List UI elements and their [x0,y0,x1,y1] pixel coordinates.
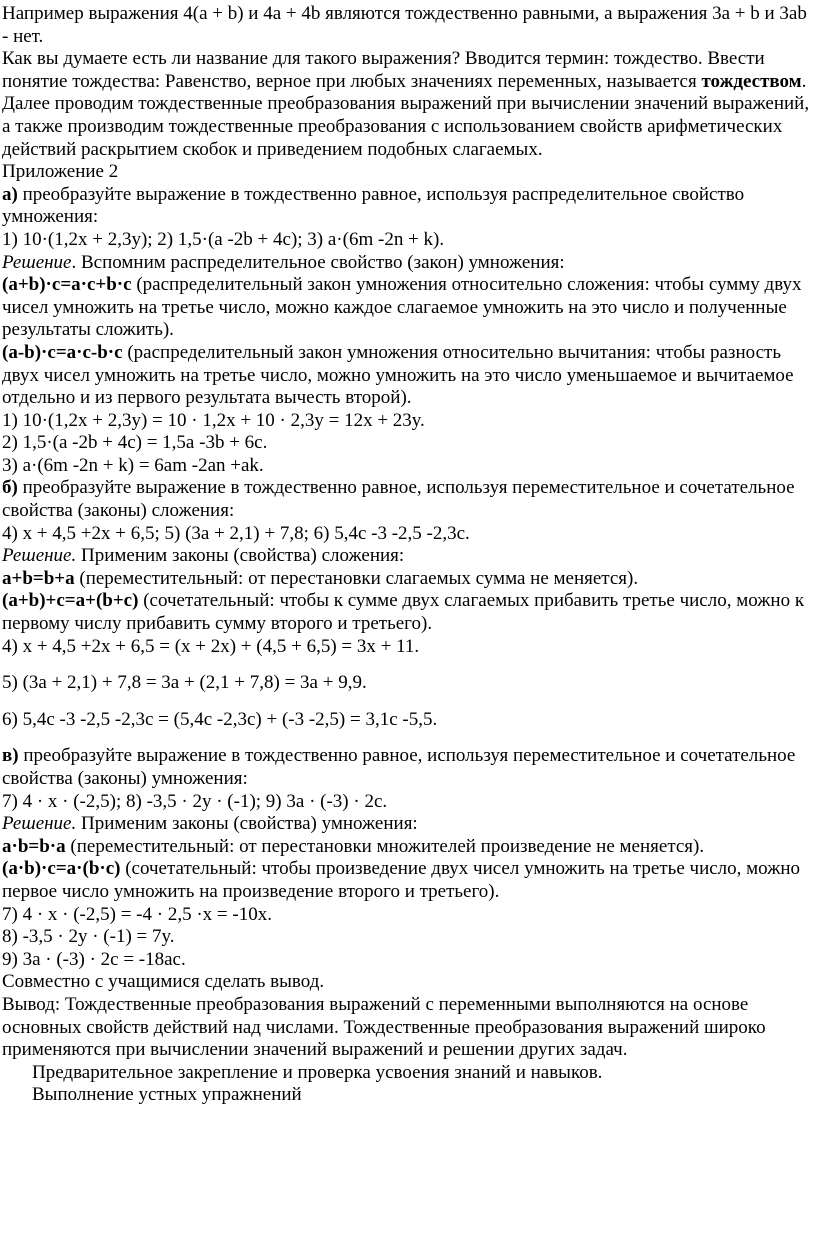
text-run: Далее проводим тождественные преобразования выражений при вычислении значений выражений, а также производим тождественные преобразования с использованием свойств арифметических действий раскрытием скобок и приведением подобных слагаемых. [2,93,810,160]
paragraph [2,229,812,252]
paragraph [2,252,812,275]
paragraph [2,184,812,229]
italic-text: Решение. [2,813,77,835]
bold-text: (a-b)·c=a·c-b·c [2,341,123,363]
bold-text: в) [2,745,19,767]
bold-text: a·b=b·a [2,835,66,857]
paragraph [2,949,812,972]
text-run: 2) 1,5·(a -2b + 4c) = 1,5a -3b + 6c. [2,432,268,454]
text-run: преобразуйте выражение в тождественно равное, используя переместительное и сочетательное свойства (законы) умножения: [2,745,796,789]
text-run: Применим законы (свойства) умножения: [76,813,418,835]
paragraph [2,904,812,927]
text-run: Вывод: Тождественные преобразования выражений с переменными выполняются на основе основных свойств действий над числами. Тождественные преобразования выражений широко применяются при вычислении значений выражений и решении других задач. [2,993,766,1061]
bold-text: a+b=b+a [2,567,75,589]
text-run: преобразуйте выражение в тождественно равное, используя распределительное свойство умножения: [2,183,745,228]
paragraph [2,709,812,732]
paragraph [2,636,812,659]
bold-text: (a·b)·c=a·(b·c) [2,858,121,880]
paragraph [2,93,812,161]
text-run: Совместно с учащимися сделать вывод. [2,971,325,993]
bold-text: б) [2,477,18,499]
paragraph [2,1084,812,1107]
italic-text: Решение [2,251,72,273]
text-run: 7) 4 · x · (-2,5); 8) -3,5 · 2y · (-1); 9) 3a · (-3) · 2c. [2,790,388,812]
text-run: (распределительный закон умножения относительно вычитания: чтобы разность двух чисел умножить на третье число, можно умножить на это число уменьшаемое и вычитаемое отдельно и из первого результата вычесть второй). [2,341,794,409]
text-run: Предварительное закрепление и проверка усвоения знаний и навыков. [32,1061,603,1083]
text-run: 1) 10·(1,2x + 2,3y); 2) 1,5·(a -2b + 4c); 3) a·(6m -2n + k). [2,228,445,250]
paragraph [2,568,812,591]
text-run: преобразуйте выражение в тождественно равное, используя переместительное и сочетательное свойства (законы) сложения: [2,477,795,522]
text-run: 9) 3a · (-3) · 2c = -18ac. [2,948,186,970]
paragraph [2,523,812,546]
paragraph [2,791,812,814]
text-run: (переместительный: от перестановки слагаемых сумма не меняется). [74,567,639,589]
text-run: . Вспомним распределительное свойство (закон) умножения: [71,251,565,273]
text-run: Приложение 2 [2,161,119,183]
paragraph [2,274,812,342]
paragraph [2,994,812,1062]
paragraph [2,858,812,903]
text-run: Как вы думаете есть ли название для такого выражения? Вводится термин: тождество. Ввести понятие тождества: Равенство, верное при любых значениях переменных, называется [2,48,765,92]
text-run: 6) 5,4c -3 -2,5 -2,3c = (5,4c -2,3c) + (-3 -2,5) = 3,1c -5,5. [2,708,438,730]
text-run: 8) -3,5 · 2y · (-1) = 7y. [2,926,175,948]
paragraph [2,672,812,695]
paragraph [2,477,812,522]
text-run: 1) 10·(1,2x + 2,3y) = 10 · 1,2x + 10 · 2,3y = 12x + 23y. [2,409,425,431]
text-run: 5) (3a + 2,1) + 7,8 = 3a + (2,1 + 7,8) = 3a + 9,9. [2,672,367,694]
paragraph [2,1062,812,1085]
paragraph [2,432,812,455]
paragraph [2,48,812,93]
text-run: . [801,70,807,92]
text-run: (сочетательный: чтобы к сумме двух слагаемых прибавить третье число, можно к первому числу прибавить сумму второго и третьего). [2,590,805,635]
paragraph [2,342,812,410]
paragraph [2,545,812,568]
text-run: Выполнение устных упражнений [32,1084,302,1106]
paragraph [2,836,812,859]
text-run: Например выражения 4(a + b) и 4a + 4b являются тождественно равными, а выражения 3a + b и 3ab - нет. [2,3,807,47]
text-run: 4) x + 4,5 +2x + 6,5; 5) (3a + 2,1) + 7,8; 6) 5,4c -3 -2,5 -2,3c. [2,522,470,544]
italic-text: Решение. [2,545,77,567]
bold-text: тождеством [701,70,802,92]
paragraph [2,455,812,478]
paragraph [2,971,812,994]
bold-text: (a+b)+c=a+(b+c) [2,590,139,612]
text-run: (сочетательный: чтобы произведение двух чисел умножить на третье число, можно первое число умножить на произведение второго и третьего). [2,858,801,902]
paragraph [2,161,812,184]
text-run: 7) 4 · x · (-2,5) = -4 · 2,5 ·x = -10x. [2,903,272,925]
text-run: (переместительный: от перестановки множителей произведение не меняется). [65,835,705,857]
paragraph [2,745,812,790]
paragraph [2,926,812,949]
paragraph [2,3,812,48]
text-run: 3) a·(6m -2n + k) = 6am -2an +ak. [2,454,264,476]
text-run: 4) x + 4,5 +2x + 6,5 = (x + 2x) + (4,5 + 6,5) = 3x + 11. [2,635,420,657]
bold-text: (a+b)·c=a·c+b·c [2,274,132,296]
text-run: (распределительный закон умножения относительно сложения: чтобы сумму двух чисел умножить на третье число, можно каждое слагаемое умножить на это число и полученные результаты сложить). [2,274,802,341]
text-run: Применим законы (свойства) сложения: [76,545,405,567]
paragraph [2,590,812,635]
paragraph [2,410,812,433]
bold-text: а) [2,183,18,205]
paragraph [2,813,812,836]
